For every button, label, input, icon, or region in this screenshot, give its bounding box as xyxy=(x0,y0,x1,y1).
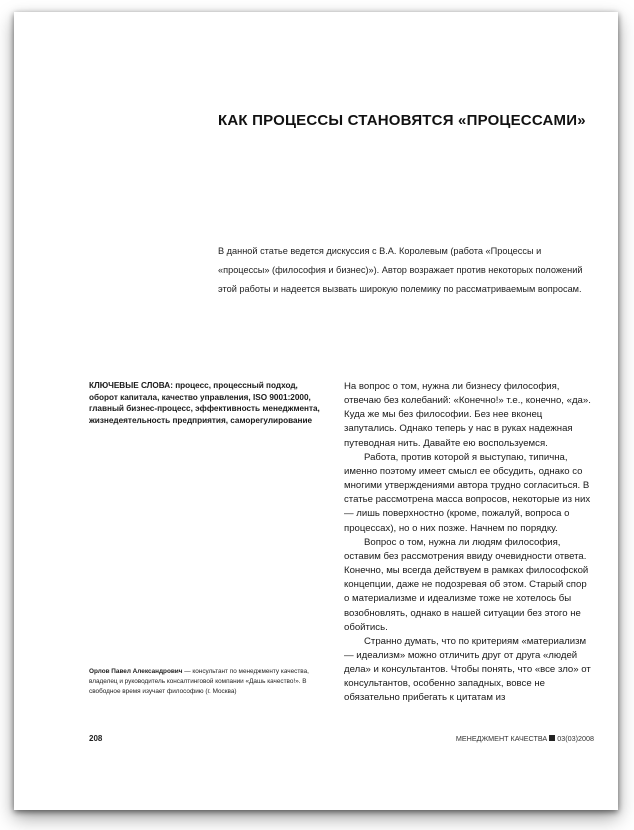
author-info xyxy=(89,667,321,697)
author-description: — консультант по менеджменту качества, владелец и руководитель консалтинговой компании «Дашь качество!». В свободное время изучает философию (г. Москва) xyxy=(89,668,309,695)
body-paragraph-1: На вопрос о том, нужна ли бизнесу философия, отвечаю без колебаний: «Конечно!» т.е., конечно, «да». Куда же мы без философии. Без нее вконец запутались. Однако теперь у нас в руках надежная путеводная нить. Давайте ею воспользуемся. xyxy=(344,381,591,449)
journal-name: МЕНЕДЖМЕНТ КАЧЕСТВА xyxy=(455,734,548,743)
page-number: 208 xyxy=(89,734,103,743)
body-paragraph-3: Вопрос о том, нужна ли людям философия, оставим без рассмотрения ввиду очевидности ответа. Конечно, мы всегда действуем в рамках философской концепции, даже не подозревая об этом. Старый спор о материализме и идеализме тоже не хотелось бы возобновлять, однако в нашей ситуации без этого не обойтись. xyxy=(344,536,589,633)
footer-journal xyxy=(448,734,594,743)
separator-square-icon xyxy=(549,735,555,741)
article-title: КАК ПРОЦЕССЫ СТАНОВЯТСЯ «ПРОЦЕССАМИ» xyxy=(218,112,586,129)
article-keywords: КЛЮЧЕВЫЕ СЛОВА: процесс, процессный подход, оборот капитала, качество управления, ISO 9001:2000, главный бизнес-процесс, эффективность менеджмента, жизнедеятельность предприятия, саморегулирование xyxy=(89,381,320,425)
article-abstract: В данной статье ведется дискуссия с В.А. Королевым (работа «Процессы и «процессы» (философия и бизнес)»). Автор возражает против некоторых положений этой работы и надеется вызвать широкую полемику по рассматриваемым вопросам. xyxy=(218,246,583,294)
article-body xyxy=(344,380,594,706)
body-paragraph-4: Странно думать, что по критериям «материализм — идеализм» можно отличить друг от друга «людей дела» и консультантов. Чтобы понять, что «все зло» от консультантов, особенно западных, вовсе не обязательно прибегать к цитатам из xyxy=(344,635,591,704)
journal-issue: 03(03)2008 xyxy=(557,734,594,743)
author-name: Орлов Павел Александрович xyxy=(89,668,183,675)
body-paragraph-2: Работа, против которой я выступаю, типична, именно поэтому имеет смысл ее обсудить, однако со многими утверждениями автора трудно согласиться. В статье рассмотрена масса вопросов, некоторые из них — лишь поверхностно (кроме, пожалуй, вопроса о процессах), но о них позже. Начнем по порядку. xyxy=(344,451,591,534)
